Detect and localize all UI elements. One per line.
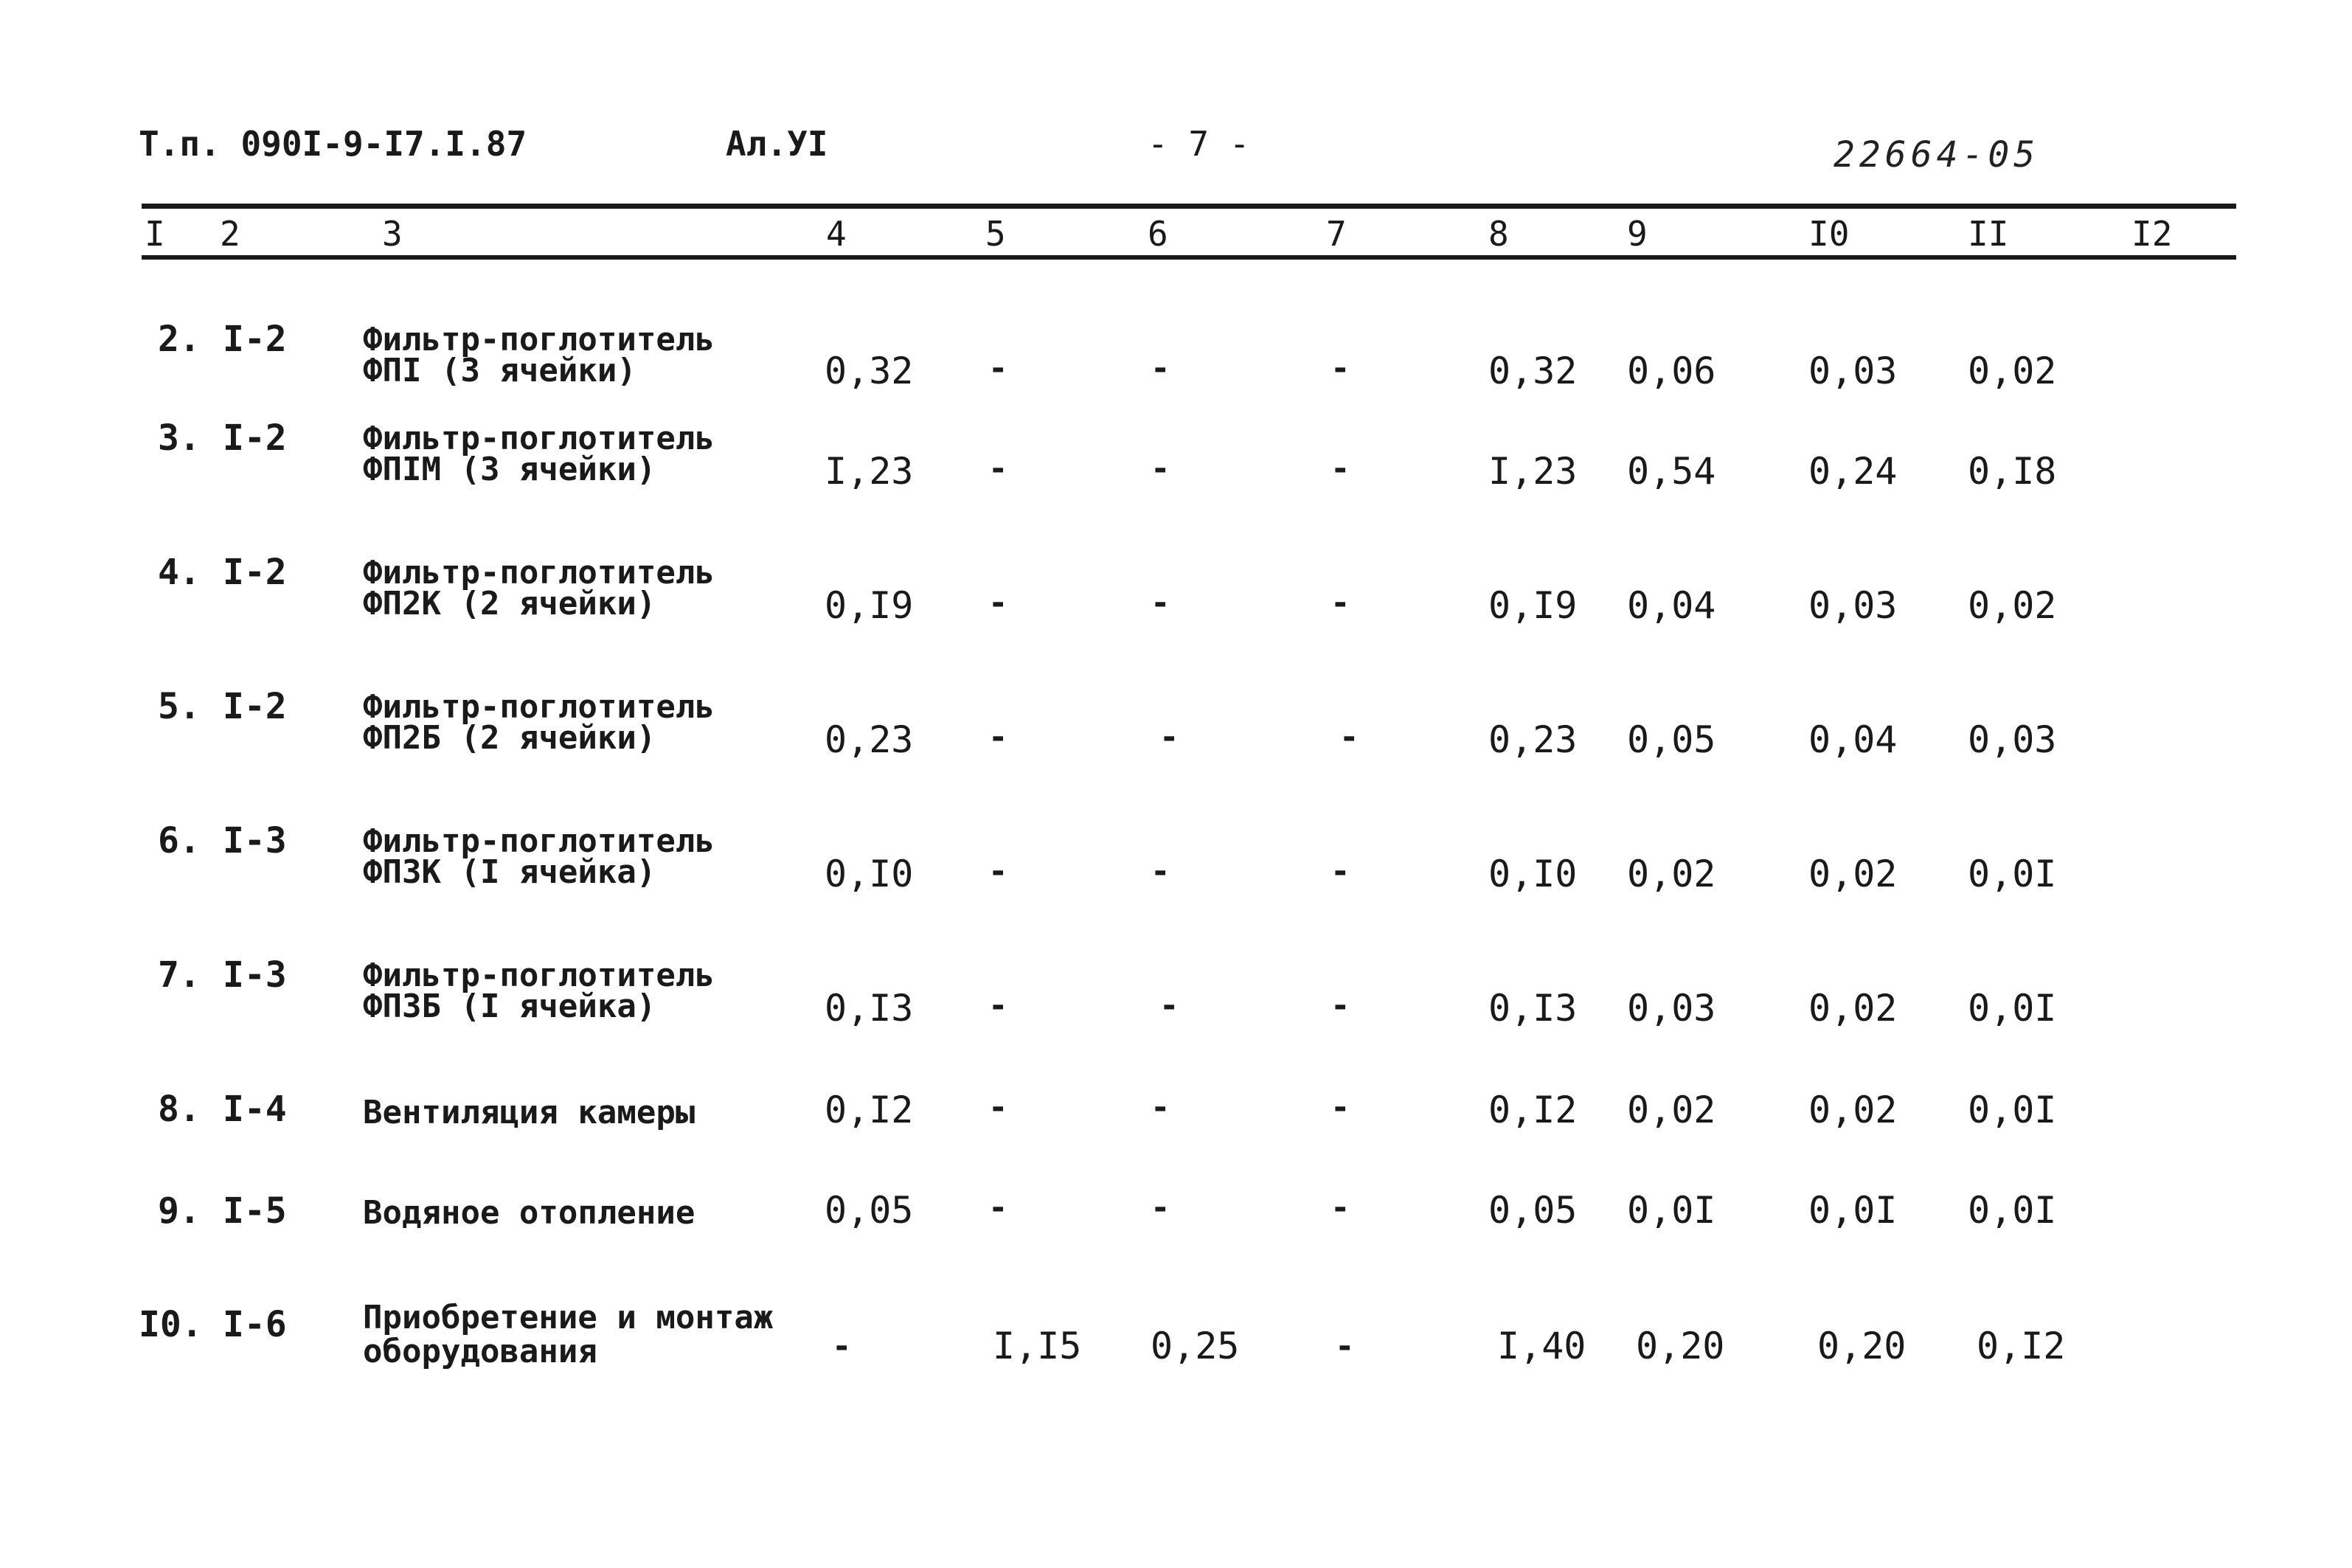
cell-col10: 0,03 xyxy=(1808,584,1898,627)
cell-col10: 0,04 xyxy=(1808,718,1898,761)
row-description-line1: Водяное отопление xyxy=(363,1194,695,1232)
cell-col4: 0,I0 xyxy=(825,853,914,895)
column-header: I2 xyxy=(2131,214,2173,254)
row-number: 2. xyxy=(158,319,201,360)
document-code: 22664-05 xyxy=(1834,134,2040,176)
cell-col6: - xyxy=(1151,853,1170,890)
row-description-line1: Приобретение и монтаж xyxy=(363,1299,774,1336)
cell-col11: 0,0I xyxy=(1968,987,2057,1030)
row-description-line1: Фильтр-поглотитель xyxy=(363,822,715,860)
row-description-line1: Фильтр-поглотитель xyxy=(363,688,715,726)
column-header: 4 xyxy=(826,214,847,254)
cell-col10: 0,24 xyxy=(1808,450,1898,493)
row-description-line2: ФП3Б (I ячейка) xyxy=(363,988,656,1025)
cell-col11: 0,0I xyxy=(1968,1189,2057,1232)
row-reference: I-2 xyxy=(223,686,287,727)
column-header: 9 xyxy=(1627,214,1648,254)
cell-col7: - xyxy=(1339,718,1359,756)
row-number: 7. xyxy=(158,954,201,996)
column-header: 5 xyxy=(985,214,1006,254)
cell-col6: 0,25 xyxy=(1151,1325,1240,1367)
cell-col4: 0,I2 xyxy=(825,1089,914,1131)
row-description-line2: ФП2К (2 ячейки) xyxy=(363,585,656,622)
column-header: 8 xyxy=(1488,214,1509,254)
cell-col10: 0,03 xyxy=(1808,350,1898,392)
row-description-line1: Фильтр-поглотитель xyxy=(363,554,715,592)
cell-col5: - xyxy=(988,1089,1008,1126)
cell-col9: 0,03 xyxy=(1627,987,1716,1030)
cell-col7: - xyxy=(1331,584,1350,622)
cell-col7: - xyxy=(1331,350,1350,387)
cell-col7: - xyxy=(1331,1089,1350,1126)
column-header: II xyxy=(1968,214,2009,254)
cell-col5: - xyxy=(988,350,1008,387)
cell-col11: 0,0I xyxy=(1968,1089,2057,1131)
cell-col9: 0,02 xyxy=(1627,853,1716,895)
cell-col11: 0,02 xyxy=(1968,584,2057,627)
row-description-line1: Фильтр-поглотитель xyxy=(363,321,715,358)
cell-col8: 0,I2 xyxy=(1488,1089,1578,1131)
cell-col8: 0,I0 xyxy=(1488,853,1578,895)
cell-col11: 0,0I xyxy=(1968,853,2057,895)
cell-col4: I,23 xyxy=(825,450,914,493)
row-description-line2: ФПIМ (3 ячейки) xyxy=(363,451,656,488)
cell-col8: 0,32 xyxy=(1488,350,1578,392)
row-description-line2: ФП2Б (2 ячейки) xyxy=(363,719,656,757)
column-header: 7 xyxy=(1326,214,1347,254)
cell-col5: - xyxy=(988,1189,1008,1227)
doc-reference: Т.п. 090I-9-I7.I.87 xyxy=(139,124,527,164)
cell-col5: - xyxy=(988,987,1008,1024)
cell-col10: 0,02 xyxy=(1808,1089,1898,1131)
cell-col8: 0,I9 xyxy=(1488,584,1578,627)
cell-col9: 0,54 xyxy=(1627,450,1716,493)
row-description-line1: Фильтр-поглотитель xyxy=(363,420,715,457)
cell-col9: 0,0I xyxy=(1627,1189,1716,1232)
cell-col6: - xyxy=(1151,450,1170,488)
cell-col7: - xyxy=(1331,450,1350,488)
cell-col7: - xyxy=(1331,1189,1350,1227)
cell-col7: - xyxy=(1331,987,1350,1024)
cell-col8: 0,05 xyxy=(1488,1189,1578,1232)
row-description-line2: оборудования xyxy=(363,1333,597,1370)
cell-col11: 0,02 xyxy=(1968,350,2057,392)
cell-col8: 0,I3 xyxy=(1488,987,1578,1030)
cell-col6: - xyxy=(1151,1089,1170,1126)
cell-col4: 0,32 xyxy=(825,350,914,392)
column-header: 2 xyxy=(220,214,240,254)
table-header-rule xyxy=(142,255,2236,260)
cell-col5: I,I5 xyxy=(993,1325,1082,1367)
cell-col4: 0,I3 xyxy=(825,987,914,1030)
cell-col4: 0,05 xyxy=(825,1189,914,1232)
cell-col11: 0,I8 xyxy=(1968,450,2057,493)
row-number: 9. xyxy=(158,1190,201,1232)
column-header: I0 xyxy=(1808,214,1850,254)
cell-col4: 0,23 xyxy=(825,718,914,761)
row-number: I0. xyxy=(139,1304,203,1345)
cell-col11: 0,I2 xyxy=(1977,1325,2066,1367)
cell-col7: - xyxy=(1331,853,1350,890)
cell-col9: 0,02 xyxy=(1627,1089,1716,1131)
column-header: I xyxy=(145,214,165,254)
cell-col9: 0,05 xyxy=(1627,718,1716,761)
row-description-line2: ФПI (3 ячейки) xyxy=(363,352,636,389)
cell-col10: 0,0I xyxy=(1808,1189,1898,1232)
table-top-rule xyxy=(142,204,2236,209)
cell-col6: - xyxy=(1151,584,1170,622)
row-description-line1: Вентиляция камеры xyxy=(363,1094,695,1131)
cell-col4: - xyxy=(832,1328,852,1365)
cell-col6: - xyxy=(1151,350,1170,387)
cell-col5: - xyxy=(988,584,1008,622)
cell-col6: - xyxy=(1159,718,1179,756)
row-reference: I-2 xyxy=(223,319,287,360)
cell-col8: I,40 xyxy=(1497,1325,1586,1367)
row-reference: I-4 xyxy=(223,1089,287,1130)
cell-col8: 0,23 xyxy=(1488,718,1578,761)
cell-col4: 0,I9 xyxy=(825,584,914,627)
row-number: 3. xyxy=(158,417,201,459)
row-reference: I-3 xyxy=(223,954,287,996)
cell-col10: 0,20 xyxy=(1817,1325,1907,1367)
cell-col6: - xyxy=(1151,1189,1170,1227)
row-reference: I-3 xyxy=(223,820,287,861)
cell-col10: 0,02 xyxy=(1808,853,1898,895)
row-reference: I-5 xyxy=(223,1190,287,1232)
row-number: 5. xyxy=(158,686,201,727)
column-header: 3 xyxy=(382,214,403,254)
cell-col11: 0,03 xyxy=(1968,718,2057,761)
cell-col7: - xyxy=(1335,1328,1355,1365)
cell-col10: 0,02 xyxy=(1808,987,1898,1030)
album-number: Ал.УI xyxy=(726,124,828,164)
row-reference: I-2 xyxy=(223,417,287,459)
column-header: 6 xyxy=(1148,214,1168,254)
cell-col6: - xyxy=(1159,987,1179,1024)
row-reference: I-6 xyxy=(223,1304,287,1345)
row-description-line2: ФП3К (I ячейка) xyxy=(363,853,656,891)
row-number: 8. xyxy=(158,1089,201,1130)
page-number: - 7 - xyxy=(1148,124,1250,164)
cell-col5: - xyxy=(988,718,1008,756)
cell-col5: - xyxy=(988,853,1008,890)
row-reference: I-2 xyxy=(223,552,287,593)
cell-col9: 0,20 xyxy=(1636,1325,1725,1367)
row-description-line1: Фильтр-поглотитель xyxy=(363,957,715,994)
cell-col9: 0,06 xyxy=(1627,350,1716,392)
row-number: 4. xyxy=(158,552,201,593)
cell-col9: 0,04 xyxy=(1627,584,1716,627)
cell-col8: I,23 xyxy=(1488,450,1578,493)
cell-col5: - xyxy=(988,450,1008,488)
row-number: 6. xyxy=(158,820,201,861)
